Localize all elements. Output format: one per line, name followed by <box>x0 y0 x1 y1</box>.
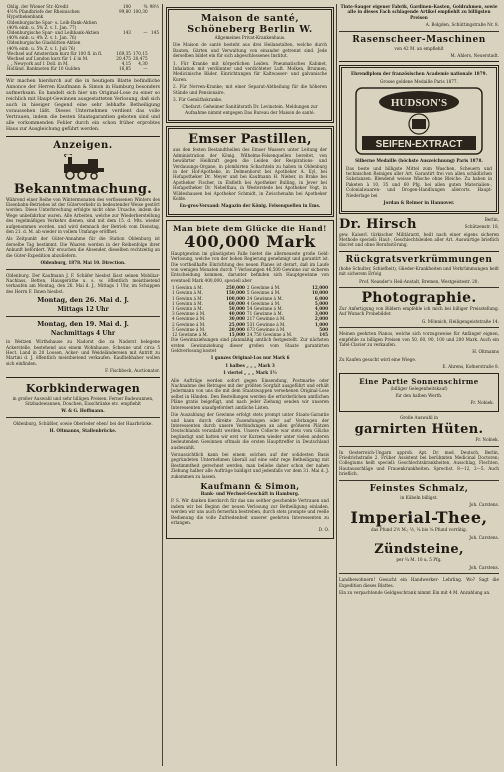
lottery-count: 4 Gewinne á M. <box>246 300 281 306</box>
hats-title: garnirten Hüten. <box>354 422 484 438</box>
sante-text: Die Maison de santé besteht aus drei Heilanstalten, welche durch Bauten, Gärten und Verwaltung von einander getrennt sind. Jede derselben bildet ein für sich abgeschlossenes Institut. <box>173 42 327 59</box>
lottery-prize: 30,000 <box>228 316 245 322</box>
bank-rate-value: 20,475 <box>132 56 148 62</box>
photo-title: Photographie. <box>361 289 477 306</box>
lottery-count: 1 Gewinn á M. <box>172 295 203 301</box>
parasol-title: Eine Partie Sonnenschirme <box>359 376 479 386</box>
tea-title: Imperial-Thee, <box>350 508 488 528</box>
divider <box>339 287 499 288</box>
lottery-price: 1 ganzes Original-Los nur Mark 6 <box>210 355 290 361</box>
hirsch-name: Dr. Hirsch <box>339 216 417 232</box>
lottery-amount: 400,000 Mark <box>184 231 316 251</box>
razor-title: Rasenscheer-Maschinen <box>352 34 486 45</box>
hirsch-text: gew. Kaiserl. türkischer Militärarzt, heilt nach einer eigens sicheren Methode speciell: Haut-, Geschlechtsleiden aller Art. Auswärtige brieflich discret und ohne Berufsstörung. <box>339 231 499 248</box>
auction-text: Oldenburg. Der Kaufmann J. F. Schäfer hiesbst lässt seinen Mobiliar-Nachlass, Betten, Hausgeräthe u. s. w. öffentlich meistbietend verkaufen am Montag, den 26. Mai d. J., Mittags 1 Uhr, im Schuppen des Herrn F. Ihnen hiesbst. <box>6 272 160 294</box>
lottery-prize: 20,000 <box>228 326 245 332</box>
bank-rate-label: 4½% Pfandbriefe der Rheinischen Hypothekenbank <box>7 9 80 20</box>
seal-sub-text: SEIFEN-EXTRACT <box>375 139 463 151</box>
bank-rate-label: Wechsel auf Amsterdam kurz für 100 fl. in fl. <box>7 50 103 56</box>
lottery-count: 1 Gewinn á M. <box>172 285 203 291</box>
lottery-text-5: Voraussichtlich kann bei einem solchen auf der solidesten Basis gegründeten Unternehmen überall auf eine sehr rege Betheiligung mit Bestimmtheit gerechnet werden, man beliebe daher schon der nahen Ziehung halber alle Aufträge baldigst und jedenfalls vor dem 31. Mai d. J. zukommen zu lassen. <box>171 451 329 479</box>
lottery-prize: 40,000 <box>228 311 245 317</box>
sante-items <box>173 61 327 103</box>
bank-rate-label: „ „ Newyork auf 1 Doll. in M. <box>7 61 69 67</box>
auction-signature: F. Fischbeck, Auctionator. <box>105 368 160 374</box>
lard-signature: Joh. Carstens. <box>469 502 499 508</box>
bekannt-signature: Oldenburg, 1878. Mai 10. Direction. <box>40 260 126 266</box>
anzeigen-heading: Anzeigen. <box>53 139 113 151</box>
sante-item: 1. Für Kranke mit körperlichen Leiden. Pneumatisches Kabinet, Inhalation mit verdünnter und verdichteter Luft. Molken, Brunnen, Medicinische Bäder. Einrichtungen für Kaltwasser- und galvanische Kuren. <box>173 60 327 82</box>
divider <box>6 316 160 317</box>
sante-item: 2. Für Nerven-Kranke; mit einer Separat-Abtheilung für die höheren Stände und Pensionaire. <box>173 84 327 95</box>
bank-rate-label: Oldenburgische Glashütten-Aktien <box>7 40 81 46</box>
lottery-prize: 2,000 <box>314 316 328 322</box>
divider <box>6 417 160 418</box>
lard-title: Feinstes Schmalz, <box>369 483 469 494</box>
silver-text: Das beste und billigste Mittel zum Waschen, Scheuern und technischen Reinigen aller Art. Garantirt frei von allen schädlichen Substanzen. Blendend weisse Wäsche ohne Bleiche. Zu haben in Paketen à 10, 35 und 60 Pfg. bei allen guten Materialien-, Colonialwaaren- und Drogen-Handlungen allerorts. Haupt-Niederlage bei <box>346 165 492 198</box>
wanted-text: Zu Kaufen gesucht wird eine Wiege. <box>339 356 417 362</box>
divider <box>339 31 499 32</box>
lottery-prize: 1,000 <box>314 321 328 327</box>
lard-text: in Kübeln billigst. <box>400 494 438 500</box>
lottery-count: 12 Gewinne á M. <box>172 332 209 338</box>
hudson-seal-icon <box>354 86 484 156</box>
lottery-count: 1 Gewinn á M. <box>172 290 203 296</box>
lottery-prize: 100,000 <box>225 295 245 301</box>
hirsch-address: Schützenstr. 18, <box>464 223 499 229</box>
piano-text: Meinen geehrten Pianos, welche sich vorzugsweise für Anfänger eignen, empfehle zu billigen Preisen von 50, 60, 90, 100 und 200 Mark. Auch ein Tafel-Clavier zu verkaufen. <box>339 331 499 347</box>
bank-rate-value: — <box>143 30 148 36</box>
bank-rate-row <box>6 66 160 71</box>
hats-lead: Große Auswahl in <box>400 414 438 420</box>
pastillen-ad <box>166 126 334 216</box>
spine-signature: Prof. Neander's Heil-Anstalt, Bremen, Westgeistestr. 20. <box>359 278 479 284</box>
lottery-prize: 250,000 <box>225 285 245 291</box>
lottery-prize: 6,000 <box>314 295 328 301</box>
bank-rate-label: Wechsel auf London kurz für 1 £ in M. <box>7 56 89 62</box>
lottery-count: 24 Gewinne á M. <box>246 295 283 301</box>
lottery-count: 1 Gewinn á M. <box>172 300 203 306</box>
lottery-prize: 10,000 <box>311 290 328 296</box>
razor-signature: M. Ahlers, Neuerstadt. <box>450 53 499 59</box>
locomotive-icon <box>60 154 106 180</box>
bank-rate-value: 145 <box>151 30 159 36</box>
lottery-count: 2 Gewinne á M. <box>246 285 281 291</box>
sante-item: 3. Für Gemüthskranke. <box>173 97 223 103</box>
bank-rate-value: — <box>143 66 148 72</box>
silver-title: Silberne Medaille (höchste Auszeichnung) Paris 1878. <box>355 158 483 164</box>
bank-rate-value <box>149 46 160 51</box>
lottery-firm-sub: Bank- und Wechsel-Geschäft in Hamburg. <box>200 490 300 496</box>
bank-rate-label: (40% einb. u. 4% Z. v. 1. Jan. 76) <box>7 35 77 41</box>
bank-rates-table <box>6 4 160 72</box>
pram-heading: Korbkinderwagen <box>25 381 141 395</box>
tea-signature: Joh. Carstens. <box>469 534 499 540</box>
lottery-ad <box>166 220 334 539</box>
lottery-count: 24,750 Gewinne á M. <box>246 332 293 338</box>
parasol-text: für den halben Werth. <box>395 393 443 398</box>
bank-rate-value: 99,80 <box>118 9 131 15</box>
auction-date: Montag, den 26. Mai d. J. <box>37 296 129 305</box>
auction2-time: Nachmittags 4 Uhr <box>50 330 116 338</box>
matches-signature: Joh. Carstens. <box>469 564 499 570</box>
lottery-count: 71 Gewinne á M. <box>246 311 283 317</box>
pastillen-title: Emser Pastillen, <box>188 132 312 148</box>
auction2-text: in Weitzen Wirthshause zu Nadorst die zu Nadorst belegene Ackerstelle, bestehend aus einem Wohnhause, Scheune und circa 5 Hect. Land in 20 Loosen, Acker- und Weideländereien mit Antritt zu Martini d. J. öffentlich meistbietend verkaufen. Kaufliebhaber wollen sich einfinden. <box>6 339 160 366</box>
hirsch-ad <box>339 217 499 232</box>
sante-title: Maison de santé, <box>200 13 300 24</box>
lottery-count: 531 Gewinne á M. <box>246 321 286 327</box>
spine-text: (hohe Schulter, Schiefheit), Glieder-Krankheiten und Verkrümmungen heilt mit sicherem Erfolg <box>339 265 499 277</box>
bank-rate-value: 16,85 <box>118 66 131 72</box>
award-subtitle: Grosse goldene Medaille Paris 1877. <box>380 78 458 84</box>
bank-notice: Wir machen hierdurch auf die in heutigem Blatte befindliche Annonce der Herren Kaufmann & Simon in Hamburg besonders aufmerksam. Es handelt sich hier um Original-Lose zu einer so reichlich mit Haupt-Gewinnen ausgestatteten Verlosung, daß sich auch in hiesiger Gegend eine sehr lebhafte Betheiligung voraussehen läßt. Dieses Unternehmen verdient das volle Vertrauen, indem die besten Staatsgarantien geboten sind und alle vorkommenden Fehler durch ein schon früher erprobtes Haus zur Ausgleichung geführt werden. <box>6 78 160 132</box>
divider <box>6 377 160 378</box>
razor-text: von 42 M. an empfiehlt <box>394 45 444 51</box>
parasol-subtitle: (billiger Gelegenheitskauf) <box>390 385 448 391</box>
column-right <box>339 4 499 766</box>
lottery-prize: 3,000 <box>314 311 328 317</box>
lottery-prices <box>171 355 329 375</box>
lottery-count: 1 Gewinn á M. <box>172 306 203 311</box>
bottom-text: Landbewohnern! Gesucht ein Handwerker- Lehrling. Wo? Sagt die Expedition dieses Blattes. <box>339 577 499 588</box>
bank-rate-value: 20,475 <box>116 56 131 62</box>
bekannt-text-2: Als Zeitpunkt der Güter-Annahme für die Station Oldenburg ist derselbe Tag bestimmt. Die Waaren werden in der Reihenfolge ihrer Ankunft befördert. Wir ersuchen die Absender, dieselben rechtzeitig an die Güter-Expedition abzuliefern. <box>6 236 160 258</box>
lottery-text: Hauptgewinn im günstigsten Falle bietet die allerneueste große Geld-Verlosung, welche von der hohen Regierung genehmigt und garantirt ist. Die vortheilhafte Einrichtung des neuen Planes ist derart, daß im Laufe von wenigen Monaten durch 7 Verlosungen 46,500 Gewinne zur sicheren Entscheidung kommen, darunter befinden sich Hauptgewinne von eventuell Mark 400,000, speciell aber <box>171 250 329 283</box>
matches-title: Zündsteine, <box>374 542 464 558</box>
bank-rate-label: Oldenburgische Spar- u. Leih-Bank-Aktien <box>7 19 97 25</box>
pastillen-text: aus den festen Bestandtheilen des Emser Wassers unter Leitung der Administration der König. Wilhelms-Felsenquellen bereitet, von bewährter Heilkraft gegen die Leiden der Respirations- und Verdauungs-Organe, in plombirten Schachteln zu haben in Oldenburg in der Hof-Apotheke, in Delmenhorst bei Apotheker A. Eyl, bei Hofapotheker Dr. Meyer und bei Kaufmann H. Nieber, in Brake bei Apotheker Fischer, in Elsfleth bei Apotheker Bulling, in Jever bei Hofapotheker Dr. Nebelthau, in Westerstede bei Apotheker Vogt, in Wildeshausen bei Apotheker Schmidt, in Zwischenahn bei Apotheker Kolde. <box>173 147 327 201</box>
lottery-price: 1 viertel „ „ „ Mark 1½ <box>223 370 277 376</box>
lottery-price: 1 halbes „ „ „ Mark 3 <box>225 362 275 368</box>
bank-rate-value: 4,15 <box>121 61 131 67</box>
lottery-title: Man biete dem Glücke die Hand! <box>173 223 327 233</box>
photo-signature: G. Mönnich, Heiligengeiststraße 14. <box>421 318 499 324</box>
divider <box>339 573 499 574</box>
bank-rate-value: 98½ <box>149 4 159 9</box>
piano-signature: H. Oltmanns <box>472 349 499 355</box>
lottery-count: 3 Gewinne á M. <box>172 311 206 317</box>
bank-rate-value: 170,15 <box>132 50 148 56</box>
auction-time: Mittags 12 Uhr <box>57 306 109 314</box>
divider <box>6 75 160 76</box>
sante-lead: Allgemeines Privat-Krankenhaus. <box>214 35 286 40</box>
lottery-prize: 12,000 <box>311 285 328 291</box>
pram-text: in großer Auswahl und sehr billigen Preisen. Ferner Badewannen, Sitzbadewannen, Douchen, Eisschränke etc. empfiehlt <box>12 395 154 406</box>
bank-rate-label: (40% einb. u. 5% Z. v. 1. Jan. 77) <box>7 24 77 30</box>
seal-brand-text: HUDSON'S <box>390 97 448 110</box>
parasol-signature: Fr. Nobiek. <box>470 400 494 406</box>
lottery-prize: 25,000 <box>228 321 245 327</box>
lottery-count: 2 Gewinne á M. <box>172 321 206 327</box>
lottery-text-4: Die Auszahlung der Gewinne erfolgt stets prompt unter Staats-Garantie und kann durch direkte Zusendungen oder auf Verlangen der Interessenten durch unsere Verbindungen an allen größeren Plätzen Deutschlands veranlaßt werden. Unsere Collecte war stets vom Glücke begünstigt und hatten wir erst vor Kurzem wieder unter vielen anderen bedeutenden Gewinnen oftmals die ersten Haupttreffer in Deutschland ausbezahlt. <box>171 412 329 450</box>
parasol-ad <box>339 373 499 412</box>
lottery-signature: D. O. <box>318 527 329 533</box>
lottery-count: 5 Gewinne á M. <box>172 326 206 332</box>
bank-rate-label: Holländ. Banknoten für 10 Gulden <box>7 66 81 72</box>
bank-rate-label: (40% einb. u. 5% Z. v. 1. Juli 76) <box>7 45 76 51</box>
lottery-prize: 4,000 <box>314 306 328 311</box>
lottery-ps: P. S. Wir danken hierdurch für das uns seither geschenkte Vertrauen und indem wir bei Beginn der neuen Verlosung zur Betheiligung einladen, werden wir uns auch fernerhin bestreben, durch stets prompte und reelle Bedienung die volle Zufriedenheit unserer geehrten Interessenten zu erlangen. <box>171 498 329 525</box>
deutsch-text: In Oesterreich-Ungarn approb. Apt. Dr. med. Deutsch, Berlin, Friedrichstraße 2. Früher Assistent bei berühmten Medicinal Doctoren; Collegiums heilt speciell: Geschlechtskrankheiten, Ausschlag, Flechten, Hautausschläge und Frauenkrankheiten. Sprechst. 8—12, 2—5. Auch brieflich. <box>339 449 499 477</box>
lottery-prize: 50,000 <box>228 306 245 311</box>
bottom-text-2: Ein zu verpachtende Geldgeschrank nimmt Ein mit 4 M. Anzahlung an. <box>339 589 491 595</box>
lottery-count: 673 Gewinne á M. <box>246 326 286 332</box>
matches-text: per ¼ M. 10 u. 5 Pfg. <box>396 557 442 563</box>
lottery-text-2: Die Gewinnziehungen sind planmäßig amtlich festgestellt. Zur nächsten ersten Gewinnziehung dieser großen vom Staate garantirten Geldverlosung kostet <box>171 337 329 354</box>
sante-ad <box>166 7 334 123</box>
divider <box>6 269 160 270</box>
spine-title: Rückgratsverkrümmungen <box>345 254 493 265</box>
column-left <box>6 4 160 766</box>
divider <box>339 446 499 447</box>
sante-footer: Chefarzt: Geheimer Sanitätsrath Dr. Levinstein. Meldungen zur Aufnahme nimmt entgegen Das Bureau der Maison de santé. <box>182 104 318 115</box>
bank-rate-value: % <box>143 4 148 9</box>
bank-rate-value: 169,35 <box>116 50 131 56</box>
pram-signature: W. & G. Hoffmann. <box>61 408 105 414</box>
last-ad-signature: H. Oltmanns, Stallenbrücke. <box>49 428 117 434</box>
photo-text: Zur Anfertigung von Bildern empfehle ich mich bei billiger Preisstellung. Auf Wunsch Probebilder. <box>339 305 499 317</box>
auction2-date: Montag, den 19. Mai d. J. <box>37 320 129 329</box>
lottery-prize: 500 <box>319 326 328 332</box>
divider <box>339 327 499 328</box>
divider <box>6 136 160 137</box>
bank-rate-label: Oblig. der Wiener Str.-Kredit <box>7 4 69 9</box>
lottery-prize: 5,000 <box>314 300 328 306</box>
divider <box>339 480 499 481</box>
lottery-prize: 145 <box>319 332 328 338</box>
award-title: Ehrendiplom der französischen Academie nationale 1879. <box>350 71 488 77</box>
bank-rate-value: 4,30 <box>138 61 148 67</box>
sante-subtitle: Schöneberg Berlin W. <box>187 24 313 35</box>
lottery-text-3: Alle Aufträge werden sofort gegen Einsendung, Postmarke oder Nachnahme des Betrages mit der größten Sorgfalt ausgeführt und erhält Jedermann von uns die mit dem Staatswappen versehenen Original-Lose selbst in Händen. Den Bestellungen werden die erforderlichen amtlichen Pläne gratis beigefügt, und nach jeder Ziehung senden wir unseren Interessenten unaufgefordert amtliche Listen. <box>171 377 329 410</box>
column-rule <box>162 4 163 766</box>
bekannt-heading: Bekanntmachung. <box>13 181 153 197</box>
divider <box>339 61 499 62</box>
lottery-firm: Kaufmann & Simon, <box>200 480 300 491</box>
lottery-count: 5 Gewinne á M. <box>246 290 281 296</box>
last-ad-text: Oldenburg, Schüßler, sowie Oberleder eben! bei der Haarbrücke. <box>13 420 153 426</box>
hirsch-city: Berlin, <box>484 216 499 222</box>
lottery-prize: 15,000 <box>228 332 245 338</box>
bekannt-text: Während einer Reihe von Wintermonaten des verflossenen Winters des Eisenbahn-Betriebes ist der Güterverkehr in bedeutender Weise gestört worden. Diese Unterbrechung erfolgte nicht ohne Ursache, indem die Wege unbefahrbar waren. Alle Arbeiten, welche zur Wiederherstellung des regelmäßigen Verkehrs dienen, sind mit dem 15. d. Mts. wieder aufgenommen worden, und wird demnach der Betrieb vom Dienstag, den 21. d. M. ab wieder in vollem Umfange eröffnet. <box>6 196 160 235</box>
bank-rate-value: 100,30 <box>132 9 148 15</box>
pastillen-footer: En-gros-Versand: Magazin der König. Felsenquellen in Ems. <box>179 203 321 209</box>
lottery-count: 54 Gewinne á M. <box>246 306 283 311</box>
bank-rate-value: 143 <box>122 30 131 36</box>
hats-signature: Fr. Nobiek. <box>475 437 499 443</box>
lottery-prize: 60,000 <box>228 300 245 306</box>
lottery-prize-table <box>171 285 329 337</box>
wanted-signature: E. Ahrens, Kofnerstraße 8. <box>442 364 499 370</box>
lottery-count: 217 Gewinne á M. <box>246 316 286 322</box>
bank-rate-value: 100 <box>122 4 131 9</box>
bank-rate-label: Oldenburgische Spar- und Leihbank-Aktien <box>7 30 100 36</box>
divider <box>339 251 499 252</box>
tea-text: das Pfund 2½ M.; ½, ¼ bis ⅛ Pfund vorrätig. <box>370 527 468 533</box>
column-rule <box>336 4 337 766</box>
bakery-text: Tinte-Sauger eigener Fabrik, Gardinen-Kasten, Goldrahmen, sowie alle in dieses Fach schlagende Artikel empfiehlt zu billigsten Preisen <box>340 4 498 20</box>
silver-signature: Jordan & Reimer in Hannover. <box>383 200 455 206</box>
lottery-count: 4 Gewinne á M. <box>172 316 206 322</box>
column-middle <box>166 4 334 766</box>
lottery-prize: 150,000 <box>225 290 245 296</box>
bank-rate-row <box>6 9 160 19</box>
hudson-ad <box>339 65 499 213</box>
bakery-signature: A. Bolgden, Schüttingstraße Nr. 8. <box>425 22 499 28</box>
